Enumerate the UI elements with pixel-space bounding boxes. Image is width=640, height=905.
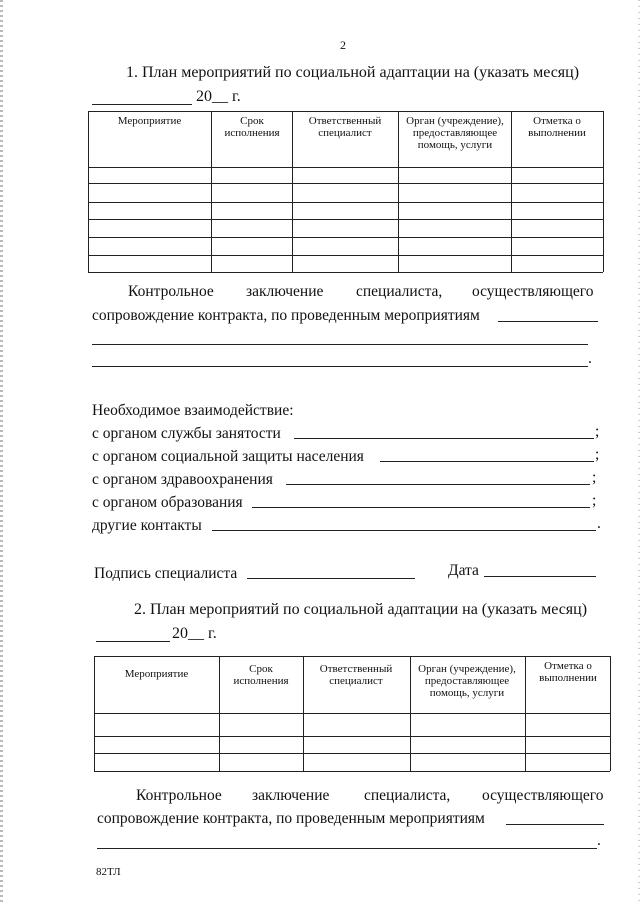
section2-date: 20__ г.: [172, 625, 217, 642]
interaction-education-field[interactable]: [252, 507, 590, 508]
page-number: 2: [340, 38, 346, 52]
conclusion1-blank-3: [92, 366, 588, 367]
t2-col-event: Мероприятие: [124, 668, 189, 680]
conclusion2-word3: специалиста,: [364, 787, 451, 804]
t2-col-mark: Отметка о выполнении: [539, 660, 597, 684]
interaction-social-label: с органом социальной защиты населения: [92, 448, 364, 465]
t2-col-responsible: Ответственный специалист: [319, 663, 393, 687]
interaction-employment-end: ;: [595, 423, 600, 440]
interaction-heading: Необходимое взаимодействие:: [92, 402, 294, 419]
interaction-education-end: ;: [592, 492, 597, 509]
conclusion2-word4: осуществляющего: [482, 787, 604, 804]
interaction-other-end: .: [597, 515, 601, 532]
conclusion1-word1: Контрольное: [128, 283, 214, 300]
interaction-social-end: ;: [595, 446, 600, 463]
conclusion1-word3: специалиста,: [356, 283, 443, 300]
interaction-employment-label: с органом службы занятости: [92, 425, 281, 442]
signature-field[interactable]: [247, 578, 415, 579]
interaction-education-label: с органом образования: [92, 494, 243, 511]
conclusion1-blank-2: [92, 344, 588, 345]
section1-month-blank: [92, 104, 192, 105]
conclusion1-end: .: [588, 350, 592, 367]
interaction-health-label: с органом здравоохранения: [92, 471, 273, 488]
conclusion1-blank-1: [498, 321, 598, 322]
t1-col-deadline: Срок исполнения: [224, 115, 280, 139]
t1-col-responsible: Ответственный специалист: [308, 115, 382, 139]
scan-edge-left: [0, 0, 3, 905]
conclusion2-blank-2: [97, 848, 597, 849]
interaction-employment-field[interactable]: [294, 438, 594, 439]
date-field[interactable]: [484, 576, 596, 577]
conclusion2-word2: заключение: [252, 787, 330, 804]
footer-code: 82ТЛ: [96, 866, 121, 878]
date-label: Дата: [448, 562, 479, 579]
t2-col-deadline: Срок исполнения: [233, 663, 289, 687]
conclusion2-line2: сопровождение контракта, по проведенным мероприятиям: [97, 810, 485, 827]
interaction-social-field[interactable]: [380, 461, 594, 462]
conclusion1-word2: заключение: [246, 283, 324, 300]
conclusion2-end: .: [597, 832, 601, 849]
interaction-other-field[interactable]: [212, 530, 596, 531]
conclusion2-word1: Контрольное: [136, 787, 222, 804]
t1-col-event: Мероприятие: [117, 115, 182, 127]
section1-date: 20__ г.: [196, 88, 241, 105]
section1-title: 1. План мероприятий по социальной адаптации на (указать месяц): [126, 64, 580, 81]
conclusion1-line2: сопровождение контракта, по проведенным мероприятиям: [92, 307, 480, 324]
conclusion2-blank-1: [506, 824, 604, 825]
t1-col-mark: Отметка о выполнении: [528, 115, 586, 139]
interaction-health-end: ;: [592, 469, 597, 486]
signature-label: Подпись специалиста: [94, 565, 238, 582]
section2-title: 2. План мероприятий по социальной адаптации на (указать месяц): [134, 601, 588, 618]
t1-col-organ: Орган (учреждение), предоставляющее помощь, услуги: [406, 115, 504, 151]
interaction-health-field[interactable]: [286, 484, 590, 485]
conclusion1-word4: осуществляющего: [472, 283, 594, 300]
interaction-other-label: другие контакты: [92, 517, 202, 534]
section2-month-blank: [96, 641, 170, 642]
t2-col-organ: Орган (учреждение), предоставляющее помощь, услуги: [418, 663, 516, 699]
